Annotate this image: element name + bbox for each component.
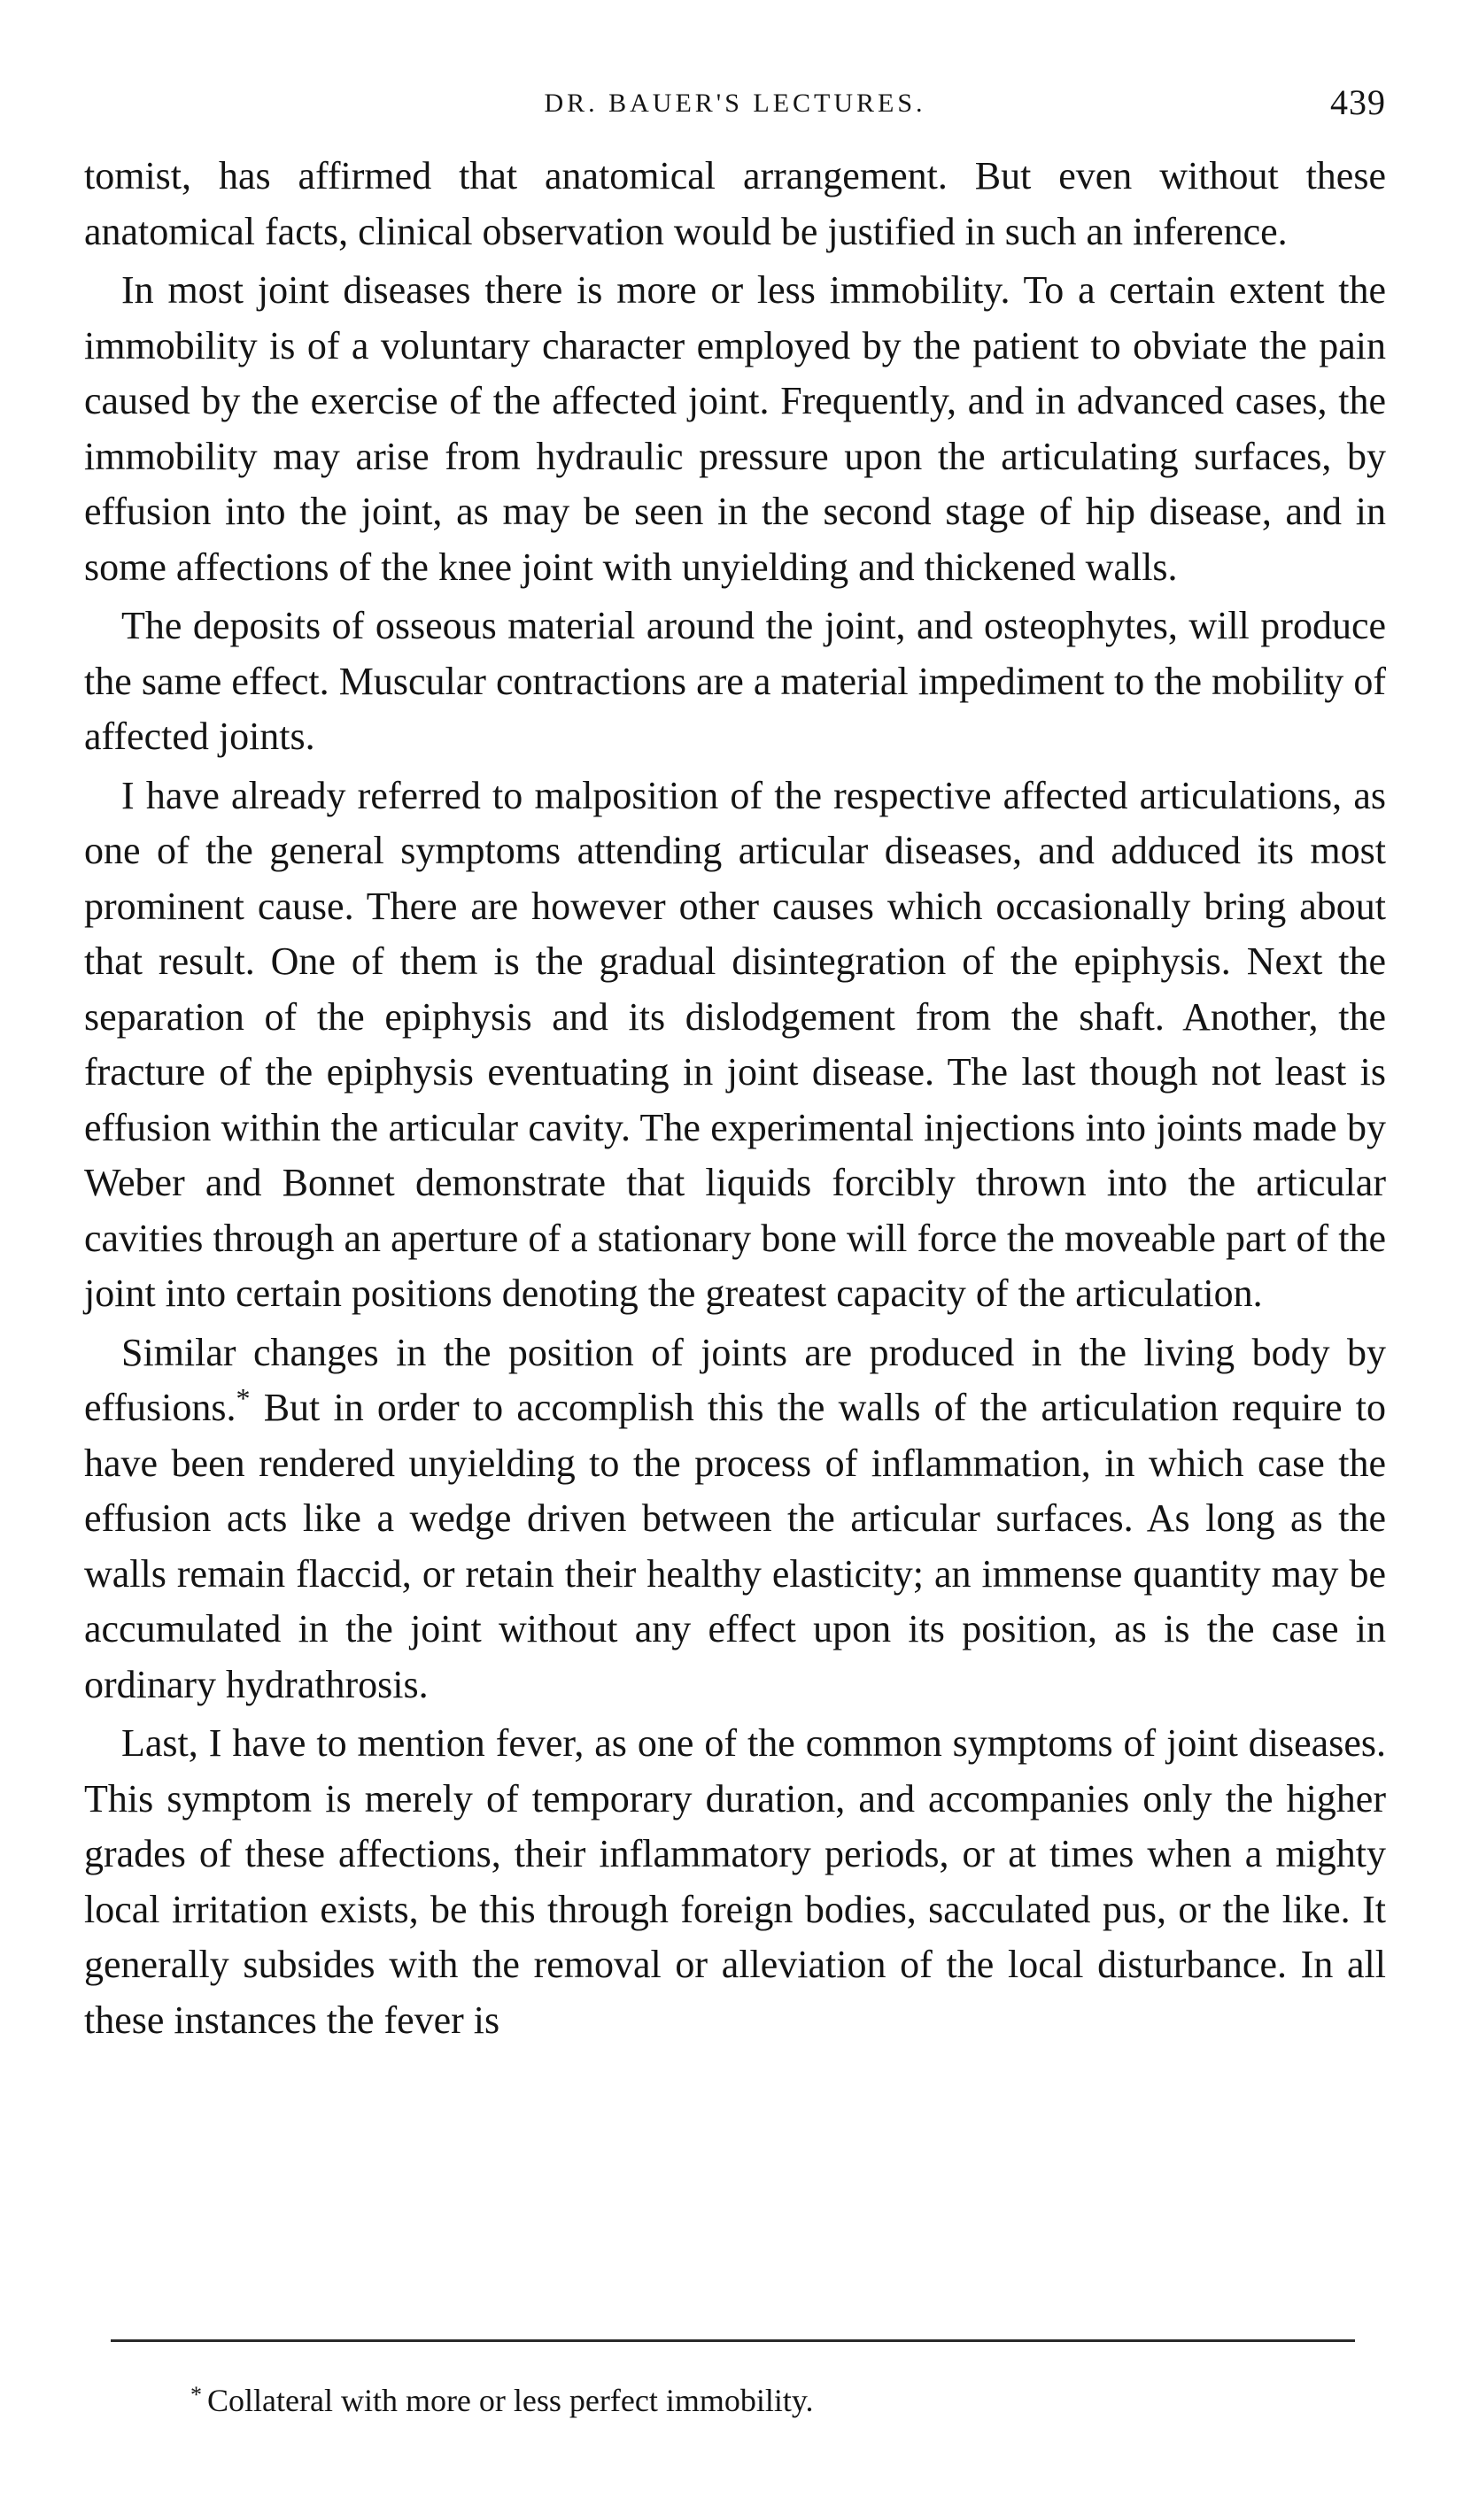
paragraph-malposition: I have already referred to malposition of the respective affected articulations, as one of the general symptoms attending articular diseases, and adduced its most prominent cause. There are however other causes which occasionally bring about that result. One of them is the gradual disintegration of the epiphysis. Next the separation of the epiphysis and its dislodgement from the shaft. Another, the fracture of the epiphysis eventuating in joint disease. The last though not least is effusion within the articular cavity. The experimental injections into joints made by Weber and Bonnet demonstrate that liquids forcibly thrown into the articular cavities through an aperture of a stationary bone will force the moveable part of the joint into certain positions denoting the greatest capacity of the articulation. [84,773,1386,1315]
footnote-rule [111,2339,1355,2342]
page-number: 439 [1330,82,1386,122]
body-text [84,149,1386,2052]
paragraph-effusions-text-end: But in order to accomplish this the walls of the articulation require to have been rendered unyielding to the process of inflammation, in which case the effusion acts like a wedge driven between the articular surfaces. As long as the walls remain flaccid, or retain their healthy elasticity; an immense quantity may be accumulated in the joint without any effect upon its position, as is the case in ordinary hydrathrosis. [84,1386,1386,1706]
footnote [190,2373,1342,2423]
paragraph-effusions-text-start: Similar changes in the position of joints are produced in the living body by effusions. [84,1330,1386,1429]
footnote-reference-mark: * [236,1382,251,1414]
running-title: DR. BAUER'S LECTURES. [544,89,926,118]
paragraph-effusions [84,1326,1386,1713]
paragraph-immobility: In most joint diseases there is more or less immobility. To a certain extent the immobility is of a voluntary character employed by the patient to obviate the pain caused by the exercise of the affected joint. Frequently, and in advanced cases, the immobility may arise from hydraulic pressure upon the articulating surfaces, by effusion into the joint, as may be seen in the second stage of hip disease, and in some affections of the knee joint with unyielding and thickened walls. [84,268,1386,589]
paragraph-fever: Last, I have to mention fever, as one of the common symptoms of joint diseases. This symptom is merely of temporary duration, and accompanies only the higher grades of these affections, their inflammatory periods, or at times when a mighty local irritation exists, be this through foreign bodies, sacculated pus, or the like. It generally subsides with the removal or alleviation of the local disturbance. In all these instances the fever is [84,1721,1386,2042]
paragraph-osseous-deposits: The deposits of osseous material around the joint, and osteophytes, will produce the same effect. Muscular contractions are a material impediment to the mobility of affected joints. [84,604,1386,758]
footnote-text: Collateral with more or less perfect immobility. [207,2383,814,2418]
paragraph-continued: tomist, has affirmed that anatomical arrangement. But even without these anatomical facts, clinical observation would be justified in such an inference. [84,154,1386,253]
footnote-marker: * [190,2382,202,2408]
running-head [84,81,1386,135]
